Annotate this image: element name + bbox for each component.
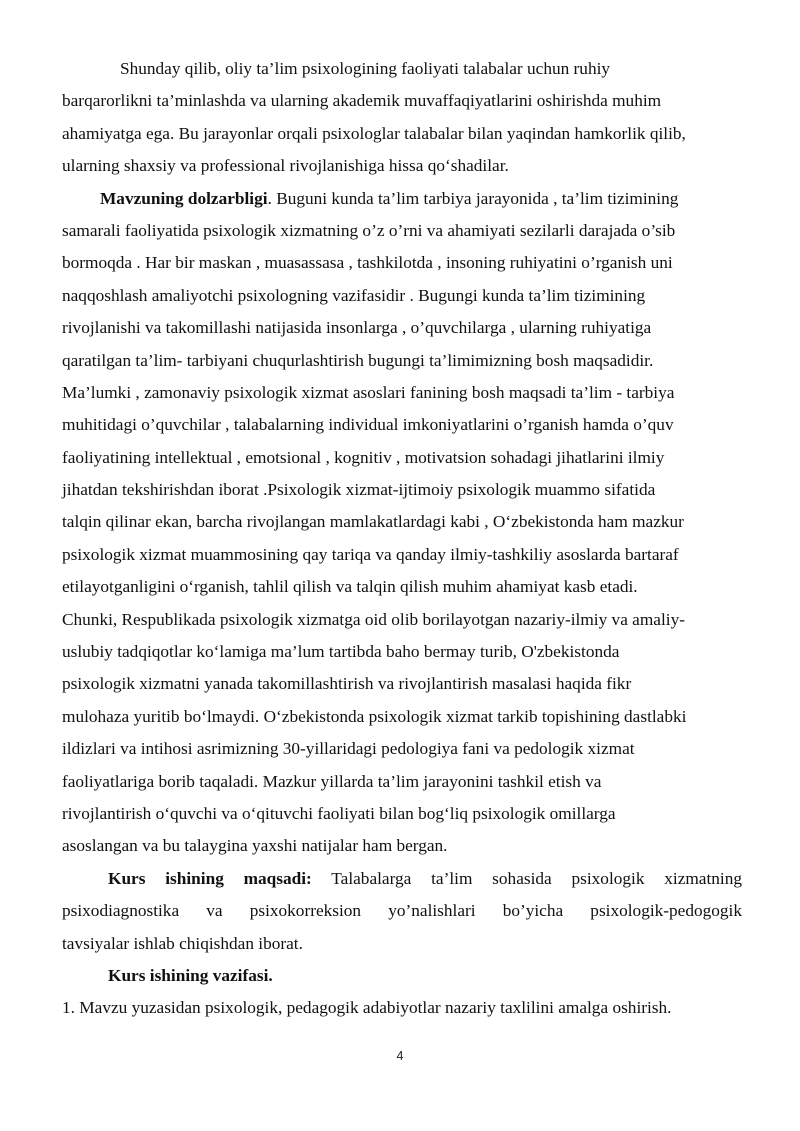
text-line: Chunki, Respublikada psixologik xizmatga oid olib borilayotgan nazariy-ilmiy va amaliy- xyxy=(62,609,685,629)
goal-heading: Kurs ishining maqsadi: xyxy=(108,868,312,888)
text-line: Ma’lumki , zamonaviy psixologik xizmat asoslari fanining bosh maqsadi ta’lim - tarbiya xyxy=(62,382,675,402)
tasks-heading: Kurs ishining vazifasi. xyxy=(108,965,273,985)
text-line: tavsiyalar ishlab chiqishdan iborat. xyxy=(62,933,303,953)
text-line: jihatdan tekshirishdan iborat .Psixologik xizmat-ijtimoiy psixologik muammo sifatida xyxy=(62,480,656,500)
text-line: ularning shaxsiy va professional rivojlanishiga hissa qo‘shadilar. xyxy=(62,156,509,176)
text-line: mulohaza yuritib bo‘lmaydi. O‘zbekistonda psixologik xizmat tarkib topishining dastlabki xyxy=(62,706,687,726)
text-line: rivojlanishi va takomillashi natijasida insonlarga , o’quvchilarga , ularning ruhiyatiga xyxy=(62,318,652,338)
text-line: etilayotganligini o‘rganish, tahlil qilish va talqin qilish muhim ahamiyat kasb etadi. xyxy=(62,577,638,597)
goal-first-line-text: Talabalarga ta’lim sohasida psixologik xizmatning xyxy=(311,868,743,888)
text-line: psixologik xizmat muammosining qay tariqa va qanday ilmiy-tashkiliy asoslarda bartaraf xyxy=(62,544,679,564)
page-body xyxy=(62,53,742,1025)
text-line: rivojlantirish o‘quvchi va o‘qituvchi faoliyati bilan bog‘liq psixologik omillarga xyxy=(62,803,616,823)
page-number: 4 xyxy=(396,1049,404,1063)
text-line: ildizlari va intihosi asrimizning 30-yillaridagi pedologiya fani va pedologik xizmat xyxy=(62,739,635,759)
text-line: asoslangan va bu talaygina yaxshi natijalar ham bergan. xyxy=(62,836,448,856)
relevance-first-line xyxy=(62,183,742,215)
text-line: naqqoshlash amaliyotchi psixologning vazifasidir . Bugungi kunda ta’lim tizimining xyxy=(62,285,646,305)
text-line: ahamiyatga ega. Bu jarayonlar orqali psixologlar talabalar bilan yaqindan hamkorlik qilib, xyxy=(62,123,686,143)
text-line: barqarorlikni ta’minlashda va ularning akademik muvaffaqiyatlarini oshirishda muhim xyxy=(62,91,662,111)
text-line: talqin qilinar ekan, barcha rivojlangan mamlakatlardagi kabi , O‘zbekistonda ham mazkur xyxy=(62,512,684,532)
text-line: Shunday qilib, oliy ta’lim psixologining faoliyati talabalar uchun ruhiy xyxy=(120,59,611,78)
text-line: muhitidagi o’quvchilar , talabalarning individual imkoniyatlarini o’rganish hamda o’quv xyxy=(62,415,674,435)
goal-first-line xyxy=(62,863,742,895)
relevance-first-line-text: . Buguni kunda ta’lim tarbiya jarayonida , ta’lim tizimining xyxy=(267,188,679,208)
text-line: psixologik xizmatni yanada takomillashtirish va rivojlantirish masalasi haqida fikr xyxy=(62,674,632,694)
task-item: 1. Mavzu yuzasidan psixologik, pedagogik adabiyotlar nazariy taxlilini amalga oshirish. xyxy=(62,998,672,1018)
text-line: uslubiy tadqiqotlar ko‘lamiga ma’lum tartibda baho bermay turib, O'zbekistonda xyxy=(62,642,620,662)
relevance-heading: Mavzuning dolzarbligi xyxy=(100,188,268,208)
text-line: faoliyatining intellektual , emotsional , kognitiv , motivatsion sohadagi jihatlarini ilmiy xyxy=(62,447,665,467)
text-line: psixodiagnostika va psixokorreksion yo’nalishlari bo’yicha psixologik-pedogogik xyxy=(62,901,742,921)
text-line: bormoqda . Har bir maskan , muasassasa , tashkilotda , insoning ruhiyatini o’rganish uni xyxy=(62,253,673,273)
text-line: samarali faoliyatida psixologik xizmatning o’z o’rni va ahamiyati sezilarli darajada o’sib xyxy=(62,220,676,240)
text-line: faoliyatlariga borib taqaladi. Mazkur yillarda ta’lim jarayonini tashkil etish va xyxy=(62,771,602,791)
text-line: qaratilgan ta’lim- tarbiyani chuqurlashtirish bugungi ta’limimizning bosh maqsadidir. xyxy=(62,350,654,370)
